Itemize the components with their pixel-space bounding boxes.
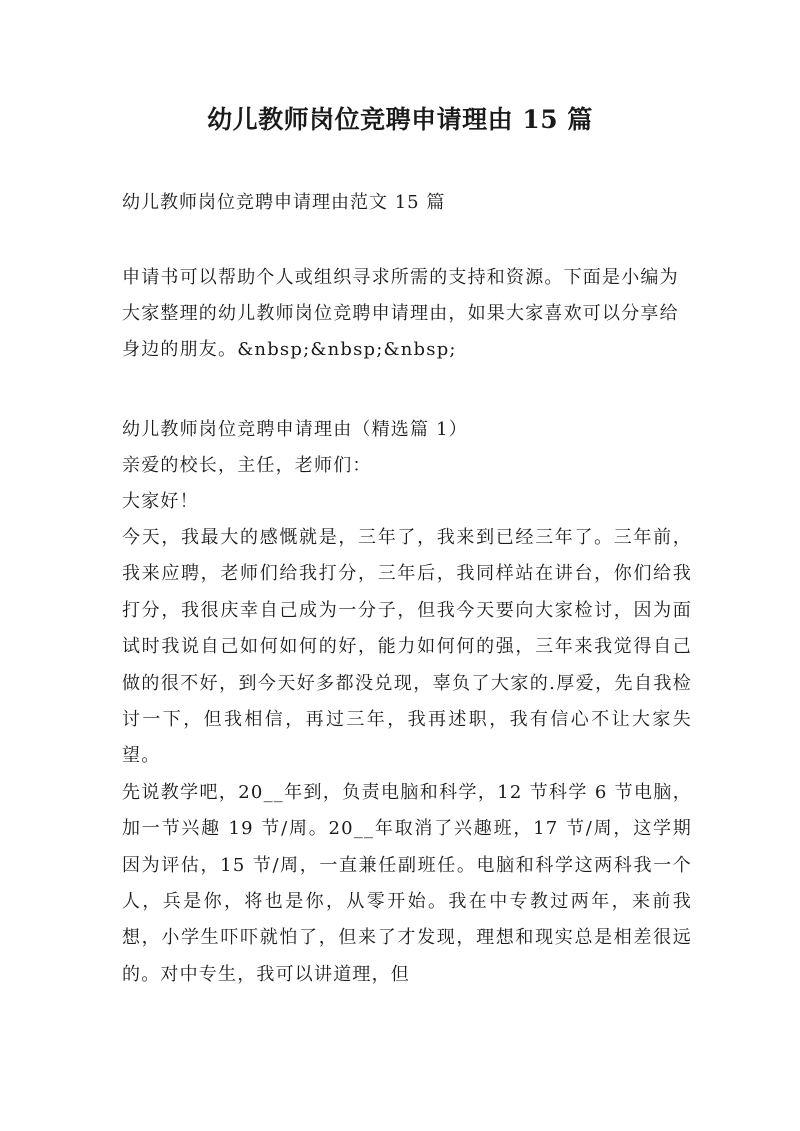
document-body [122,412,692,993]
document-subtitle: 幼儿教师岗位竞聘申请理由范文 15 篇 [122,192,446,213]
section-heading: 幼儿教师岗位竞聘申请理由（精选篇 1） [122,419,468,440]
hello-line: 大家好！ [122,491,199,512]
body-paragraph-1: 今天，我最大的感慨就是，三年了，我来到已经三年了。三年前，我来应聘，老师们给我打分，三年后，我同样站在讲台，你们给我打分，我很庆幸自己成为一分子，但我今天要向大家检讨，因为面试时我说自己如何如何的好，能力如何何的强，三年来我觉得自己做的很不好，到今天好多都没兑现，辜负了大家的.厚爱，先自我检讨一下，但我相信，再过三年，我再述职，我有信心不让大家失望。 [122,527,692,767]
body-paragraph-2: 先说教学吧，20__年到，负责电脑和科学，12 节科学 6 节电脑，加一节兴趣 19 节/周。20__年取消了兴趣班，17 节/周，这学期因为评估，15 节/周，一直兼任副班任。电脑和科学这两科我一个人，兵是你，将也是你，从零开始。我在中专教过两年，来前我想，小学生吓吓就怕了，但来了才发现，理想和现实总是相差很远的。对中专生，我可以讲道理，但 [122,781,692,985]
greeting-line: 亲爱的校长，主任，老师们： [122,455,372,476]
document-title: 幼儿教师岗位竞聘申请理由 15 篇 [207,105,593,134]
intro-paragraph: 申请书可以帮助个人或组织寻求所需的支持和资源。下面是小编为大家整理的幼儿教师岗位竞聘申请理由，如果大家喜欢可以分享给身边的朋友。&nbsp;&nbsp;&nbsp; [122,267,679,360]
